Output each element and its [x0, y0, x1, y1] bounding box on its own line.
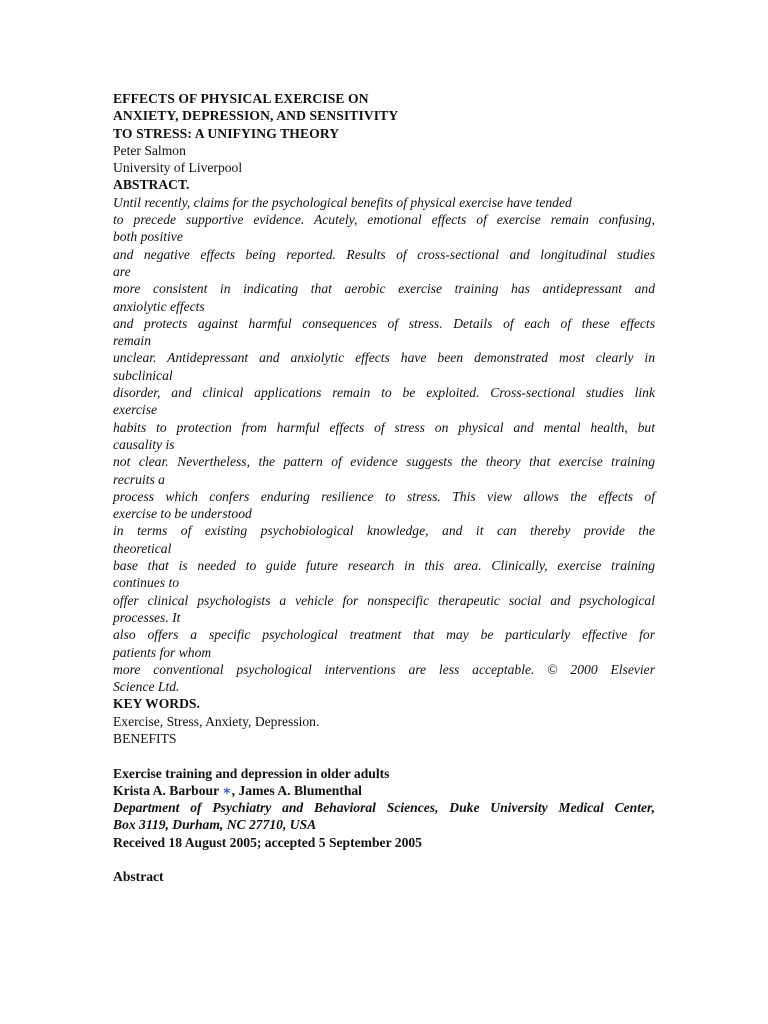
paper2-title: Exercise training and depression in older adults [113, 765, 390, 781]
section-spacer [113, 851, 655, 868]
paper1-benefits: BENEFITS [113, 730, 177, 746]
paper1-title-line-3: TO STRESS: A UNIFYING THEORY [113, 125, 340, 141]
paper1-keywords-heading: KEY WORDS. [113, 696, 200, 712]
abstract-line: to precede supportive evidence. Acutely, emotional effects of exercise remain confusing, [113, 212, 655, 228]
document-page [113, 90, 655, 886]
paper1-abstract [113, 194, 655, 696]
abstract-line: process which confers enduring resilience to stress. This view allows the effects of [113, 488, 655, 504]
abstract-line: are [113, 263, 131, 279]
abstract-line: patients for whom [113, 644, 212, 660]
abstract-line: continues to [113, 575, 180, 591]
abstract-line: Science Ltd. [113, 679, 180, 695]
abstract-line: habits to protection from harmful effects of stress on physical and mental health, but [113, 419, 655, 435]
abstract-line: in terms of existing psychobiological knowledge, and it can thereby provide the [113, 523, 655, 539]
abstract-line: exercise to be understood [113, 506, 252, 522]
abstract-line: more conventional psychological interventions are less acceptable. © 2000 Elsevier [113, 661, 655, 677]
abstract-line: causality is [113, 436, 175, 452]
abstract-line: theoretical [113, 540, 172, 556]
paper2-author-2: , James A. Blumenthal [231, 782, 362, 798]
paper2-abstract-heading: Abstract [113, 869, 164, 885]
paper1-keywords: Exercise, Stress, Anxiety, Depression. [113, 713, 320, 729]
abstract-line: and negative effects being reported. Results of cross-sectional and longitudinal studies [113, 246, 655, 262]
paper1-abstract-heading: ABSTRACT. [113, 177, 190, 193]
abstract-line: Until recently, claims for the psychological benefits of physical exercise have tended [113, 194, 572, 210]
abstract-line: remain [113, 333, 152, 349]
section-spacer [113, 747, 655, 764]
paper2-affiliation-line-1: Department of Psychiatry and Behavioral Sciences, Duke University Medical Center, [113, 800, 655, 816]
paper1-author: Peter Salmon [113, 142, 186, 158]
paper2-authors [113, 782, 655, 799]
abstract-line: disorder, and clinical applications remain to be exploited. Cross-sectional studies link [113, 385, 655, 401]
paper2-affiliation-line-2: Box 3119, Durham, NC 27710, USA [113, 817, 317, 833]
corresponding-author-link[interactable]: ∗ [222, 782, 232, 798]
abstract-line: and protects against harmful consequences of stress. Details of each of these effects [113, 315, 655, 331]
paper1-title-line-2: ANXIETY, DEPRESSION, AND SENSITIVITY [113, 108, 399, 124]
abstract-line: both positive [113, 229, 183, 245]
paper2-author-1: Krista A. Barbour [113, 782, 223, 798]
paper1-title-line-1: EFFECTS OF PHYSICAL EXERCISE ON [113, 91, 369, 106]
paper1-title [113, 90, 655, 142]
abstract-line: recruits a [113, 471, 165, 487]
paper1-affiliation: University of Liverpool [113, 160, 243, 176]
abstract-line: more consistent in indicating that aerobic exercise training has antidepressant and [113, 281, 655, 297]
abstract-line: anxiolytic effects [113, 298, 205, 314]
abstract-line: exercise [113, 402, 158, 418]
abstract-line: subclinical [113, 367, 173, 383]
abstract-line: unclear. Antidepressant and anxiolytic effects have been demonstrated most clearly in [113, 350, 655, 366]
abstract-line: base that is needed to guide future research in this area. Clinically, exercise training [113, 558, 655, 574]
paper2-received: Received 18 August 2005; accepted 5 September 2005 [113, 834, 422, 850]
abstract-line: offer clinical psychologists a vehicle for nonspecific therapeutic social and psychological [113, 592, 655, 608]
abstract-line: not clear. Nevertheless, the pattern of evidence suggests the theory that exercise training [113, 454, 655, 470]
abstract-line: also offers a specific psychological treatment that may be particularly effective for [113, 627, 655, 643]
abstract-line: processes. It [113, 609, 181, 625]
